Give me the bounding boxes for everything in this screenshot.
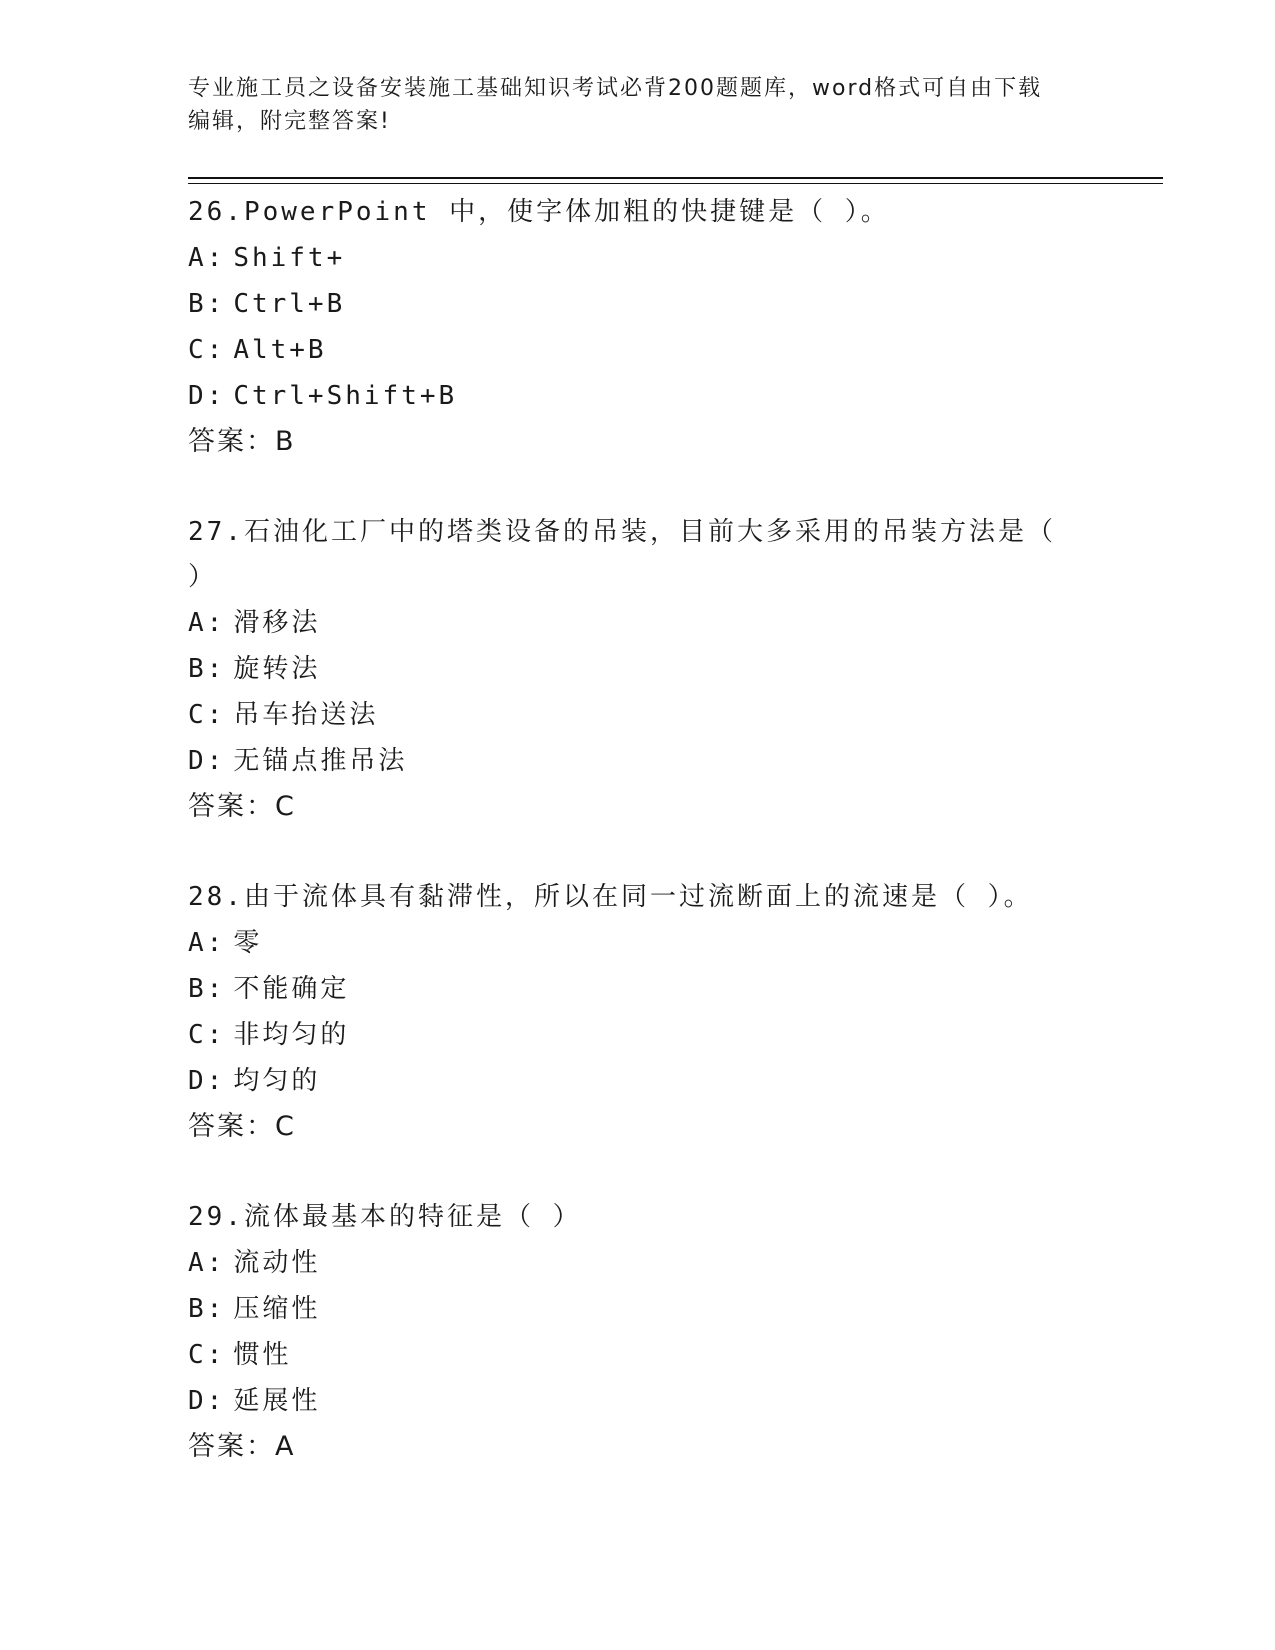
- option-letter: C:: [188, 1340, 226, 1370]
- header-divider-thick: [188, 177, 1163, 179]
- option-d: [188, 1378, 1068, 1424]
- option-letter: D:: [188, 1386, 226, 1416]
- answer: 答案：C: [188, 791, 296, 822]
- question-stem: 27.石油化工厂中的塔类设备的吊装，目前大多采用的吊装方法是（ ）: [188, 517, 1056, 592]
- option-letter: A:: [188, 243, 226, 273]
- option-text: 无锚点推吊法: [233, 746, 408, 776]
- option-c: [188, 327, 1068, 373]
- option-letter: B:: [188, 654, 226, 684]
- question-stem: 26.PowerPoint 中，使字体加粗的快捷键是（ ）。: [188, 197, 890, 227]
- option-text: 吊车抬送法: [233, 700, 379, 730]
- option-a: [188, 1240, 1068, 1286]
- option-text: 压缩性: [233, 1294, 321, 1324]
- option-text: Ctrl+B: [233, 289, 346, 319]
- question-27: [188, 510, 1068, 830]
- option-letter: B:: [188, 289, 226, 319]
- option-text: 滑移法: [233, 608, 321, 638]
- option-text: Shift+: [233, 243, 346, 273]
- question-28: [188, 875, 1068, 1150]
- option-text: 延展性: [233, 1386, 321, 1416]
- document-header: [188, 72, 1088, 138]
- option-c: [188, 1012, 1068, 1058]
- option-text: 非均匀的: [233, 1020, 350, 1050]
- answer: 答案：A: [188, 1431, 296, 1462]
- option-letter: A:: [188, 1248, 226, 1278]
- header-line-1: 专业施工员之设备安装施工基础知识考试必背200题题库，word格式可自由下载: [188, 76, 1043, 101]
- option-b: [188, 646, 1068, 692]
- option-text: Alt+B: [233, 335, 327, 365]
- option-letter: C:: [188, 700, 226, 730]
- option-b: [188, 966, 1068, 1012]
- option-b: [188, 281, 1068, 327]
- header-divider-thin: [188, 183, 1163, 184]
- option-letter: B:: [188, 974, 226, 1004]
- option-text: 流动性: [233, 1248, 321, 1278]
- option-a: [188, 920, 1068, 966]
- option-a: [188, 600, 1068, 646]
- question-stem: 29.流体最基本的特征是（ ）: [188, 1202, 582, 1232]
- option-letter: D:: [188, 746, 226, 776]
- answer: 答案：B: [188, 426, 296, 457]
- answer: 答案：C: [188, 1111, 296, 1142]
- option-text: Ctrl+Shift+B: [233, 381, 458, 411]
- option-letter: C:: [188, 1020, 226, 1050]
- option-text: 旋转法: [233, 654, 321, 684]
- option-d: [188, 738, 1068, 784]
- option-d: [188, 1058, 1068, 1104]
- option-letter: A:: [188, 608, 226, 638]
- option-text: 零: [233, 928, 263, 958]
- header-line-2: 编辑，附完整答案!: [188, 109, 391, 134]
- option-d: [188, 373, 1068, 419]
- question-stem: 28.由于流体具有黏滞性，所以在同一过流断面上的流速是（ ）。: [188, 882, 1033, 912]
- option-letter: B:: [188, 1294, 226, 1324]
- option-text: 均匀的: [233, 1066, 321, 1096]
- option-letter: D:: [188, 1066, 226, 1096]
- option-c: [188, 1332, 1068, 1378]
- option-text: 惯性: [233, 1340, 292, 1370]
- option-letter: C:: [188, 335, 226, 365]
- option-letter: D:: [188, 381, 226, 411]
- option-letter: A:: [188, 928, 226, 958]
- option-c: [188, 692, 1068, 738]
- question-29: [188, 1195, 1068, 1470]
- option-b: [188, 1286, 1068, 1332]
- question-26: [188, 190, 1068, 465]
- option-text: 不能确定: [233, 974, 350, 1004]
- option-a: [188, 235, 1068, 281]
